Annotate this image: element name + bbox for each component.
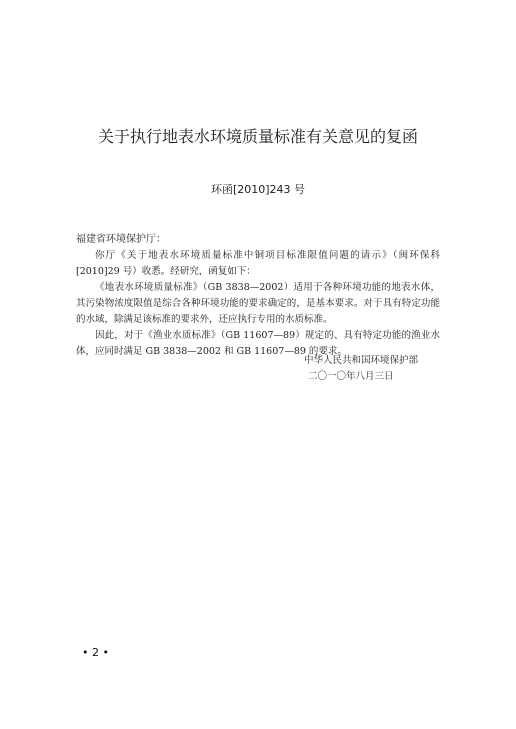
signature-date: 二〇一〇年八月三日 xyxy=(308,371,394,382)
page-number: • 2 • xyxy=(82,646,109,659)
paragraph-1: 你厅《关于地表水环境质量标准中铜项目标准限值问题的请示》（闽环保科[2010]29 号）收悉。经研究，函复如下： xyxy=(76,250,440,277)
signature-organization: 中华人民共和国环境保护部 xyxy=(303,355,418,366)
document-title: 关于执行地表水环境质量标准有关意见的复函 xyxy=(97,127,418,146)
signature-block xyxy=(300,353,430,385)
salutation: 福建省环境保护厅： xyxy=(76,234,166,245)
paragraph-2: 《地表水环境质量标准》（GB 3838—2002）适用于各种环境功能的地表水体，其污染物浓度限值是综合各种环境功能的要求确定的，是基本要求。对于具有特定功能的水域，除满足该标准的要求外，还应执行专用的水质标准。 xyxy=(76,282,440,325)
paragraph-3: 因此，对于《渔业水质标准》（GB 11607—89）规定的、具有特定功能的渔业水体，应同时满足 GB 3838—2002 和 GB 11607—89 的要求。 xyxy=(76,330,440,357)
letter-body xyxy=(76,232,440,360)
document-number: 环函[2010]243 号 xyxy=(210,183,306,196)
